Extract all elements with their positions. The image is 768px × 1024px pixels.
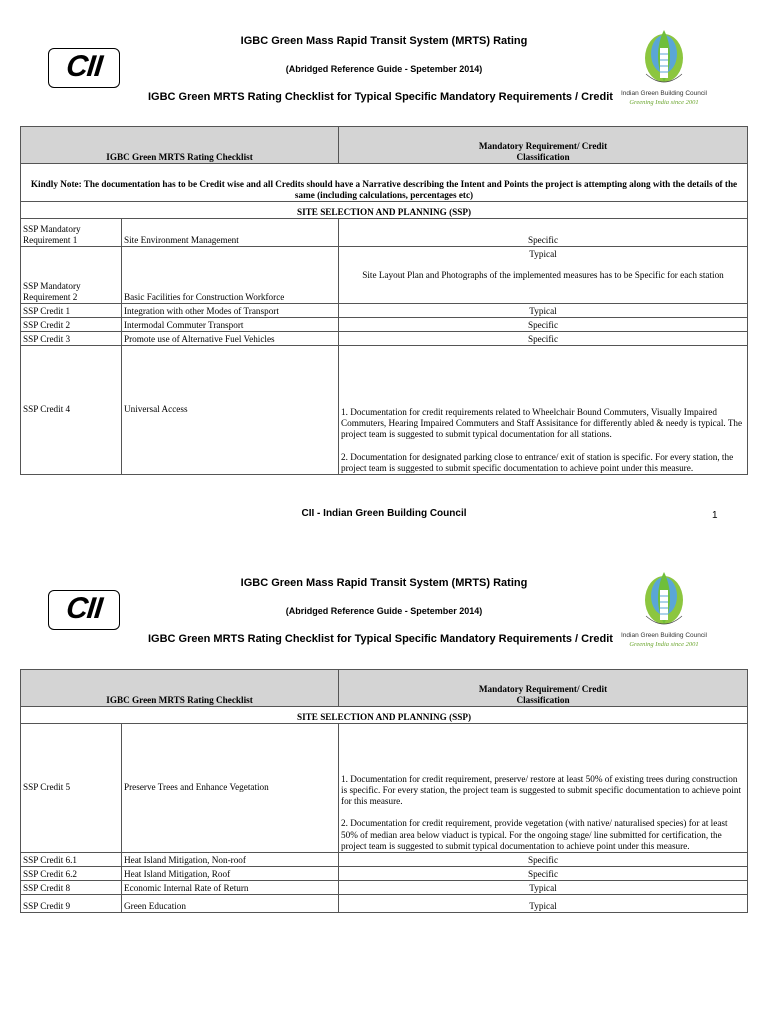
table-header-main: IGBC Green MRTS Rating Checklist xyxy=(21,127,339,164)
credit-name: Preserve Trees and Enhance Vegetation xyxy=(122,724,339,853)
credit-code: SSP Credit 6.2 xyxy=(21,867,122,881)
table-header-row xyxy=(21,127,748,164)
credit-code: SSP Credit 4 xyxy=(21,346,122,475)
table-header-classification xyxy=(339,670,748,707)
credit-name: Integration with other Modes of Transport xyxy=(122,304,339,318)
classification-paragraph-2: 2. Documentation for credit requirement, provide vegetation (with native/ naturalised species) for at least 50% of median area below viaduct is typical. For the ongoing stage/ line submitted for certification, the project team is suggested to submit typical documentation to achieve point under this measure. xyxy=(341,818,728,851)
credit-name: Economic Internal Rate of Return xyxy=(122,881,339,895)
igbc-logo xyxy=(612,566,716,648)
table-row xyxy=(21,724,748,853)
table-row xyxy=(21,895,748,913)
credit-code: SSP Credit 6.1 xyxy=(21,853,122,867)
igbc-name: Indian Green Building Council xyxy=(621,632,707,639)
credit-classification: Specific xyxy=(339,318,748,332)
table-row xyxy=(21,867,748,881)
table-row xyxy=(21,304,748,318)
table-row xyxy=(21,247,748,304)
credit-code: SSP Credit 2 xyxy=(21,318,122,332)
cii-logo xyxy=(48,48,120,88)
credit-classification: Specific xyxy=(339,332,748,346)
credit-name: Site Environment Management xyxy=(122,219,339,247)
table-row xyxy=(21,346,748,475)
section-row xyxy=(21,707,748,724)
credit-classification: Specific xyxy=(339,853,748,867)
note-row xyxy=(21,164,748,202)
credit-name: Heat Island Mitigation, Roof xyxy=(122,867,339,881)
credit-classification: Specific xyxy=(339,867,748,881)
credit-classification xyxy=(339,724,748,853)
credit-name: Promote use of Alternative Fuel Vehicles xyxy=(122,332,339,346)
credit-classification: Typical xyxy=(339,895,748,913)
credit-name: Basic Facilities for Construction Workforce xyxy=(122,247,339,304)
credit-classification xyxy=(339,247,748,304)
table-header-row xyxy=(21,670,748,707)
table-header-main: IGBC Green MRTS Rating Checklist xyxy=(21,670,339,707)
igbc-leaf-icon xyxy=(634,24,694,88)
section-row xyxy=(21,202,748,219)
credit-name: Heat Island Mitigation, Non-roof xyxy=(122,853,339,867)
checklist-table xyxy=(20,669,748,913)
classification-paragraph-2: 2. Documentation for designated parking close to entrance/ exit of station is specific. For every station, the project team is suggested to submit specific documentation to achieve point under this measure. xyxy=(341,451,734,473)
igbc-tagline: Greening India since 2001 xyxy=(629,99,699,106)
credit-classification: Specific xyxy=(339,219,748,247)
credit-code: SSP Mandatory Requirement 2 xyxy=(21,247,122,304)
credit-classification: Typical xyxy=(339,304,748,318)
checklist-table xyxy=(20,126,748,475)
classification-paragraph-1: 1. Documentation for credit requirements related to Wheelchair Bound Commuters, Visually Impaired Commuters, Hearing Impaired Commuters and Staff Assisitance for differently abled & needy is typical. The project team is suggested to submit typical documentation for all stations. xyxy=(341,406,743,440)
table-row xyxy=(21,219,748,247)
header-class-line-2: Classification xyxy=(516,694,570,705)
document-page-2 xyxy=(0,542,768,942)
credit-code: SSP Mandatory Requirement 1 xyxy=(21,219,122,247)
credit-code: SSP Credit 5 xyxy=(21,724,122,853)
table-header-classification xyxy=(339,127,748,164)
igbc-leaf-icon xyxy=(634,566,694,630)
credit-code: SSP Credit 9 xyxy=(21,895,122,913)
reference-guide-subtitle: (Abridged Reference Guide - Spetember 2014) xyxy=(285,606,483,616)
igbc-logo xyxy=(612,24,716,106)
credit-code: SSP Credit 3 xyxy=(21,332,122,346)
igbc-name: Indian Green Building Council xyxy=(621,90,707,97)
header-class-line-1: Mandatory Requirement/ Credit xyxy=(478,140,608,151)
cii-logo-text: CII xyxy=(64,50,104,83)
classification-paragraph-1: 1. Documentation for credit requirement, preserve/ restore at least 50% of existing trees during construction is specific. For every station, the project team is suggested to submit specific documentation to achieve point for this measure. xyxy=(341,773,742,807)
classification-typical: Typical xyxy=(529,249,557,259)
igbc-tagline: Greening India since 2001 xyxy=(629,641,699,648)
credit-name: Universal Access xyxy=(122,346,339,475)
classification-note: Site Layout Plan and Photographs of the implemented measures has to be Specific for each station xyxy=(362,270,724,281)
footer-org: CII - Indian Green Building Council xyxy=(301,508,467,519)
header-class-line-1: Mandatory Requirement/ Credit xyxy=(478,683,608,694)
credit-classification xyxy=(339,346,748,475)
rating-title: IGBC Green Mass Rapid Transit System (MRTS) Rating xyxy=(240,35,528,47)
credit-classification: Typical xyxy=(339,881,748,895)
credit-code: SSP Credit 8 xyxy=(21,881,122,895)
table-row xyxy=(21,332,748,346)
rating-title: IGBC Green Mass Rapid Transit System (MRTS) Rating xyxy=(240,577,528,589)
table-row xyxy=(21,881,748,895)
reference-guide-subtitle: (Abridged Reference Guide - Spetember 2014) xyxy=(285,64,483,74)
page-number: 1 xyxy=(712,510,718,521)
credit-name: Intermodal Commuter Transport xyxy=(122,318,339,332)
credit-name: Green Education xyxy=(122,895,339,913)
documentation-note: Kindly Note: The documentation has to be Credit wise and all Credits should have a Narrative describing the Intent and Points the project is attempting along with the details of the same (including calculations, percentages etc) xyxy=(21,164,748,202)
cii-logo xyxy=(48,590,120,630)
section-heading: SITE SELECTION AND PLANNING (SSP) xyxy=(21,202,748,219)
credit-code: SSP Credit 1 xyxy=(21,304,122,318)
checklist-heading: IGBC Green MRTS Rating Checklist for Typical Specific Mandatory Requirements / Credit xyxy=(148,91,613,103)
header-class-line-2: Classification xyxy=(516,151,570,162)
cii-logo-text: CII xyxy=(64,592,104,625)
checklist-heading: IGBC Green MRTS Rating Checklist for Typical Specific Mandatory Requirements / Credit xyxy=(148,633,613,645)
section-heading: SITE SELECTION AND PLANNING (SSP) xyxy=(21,707,748,724)
table-row xyxy=(21,318,748,332)
table-row xyxy=(21,853,748,867)
